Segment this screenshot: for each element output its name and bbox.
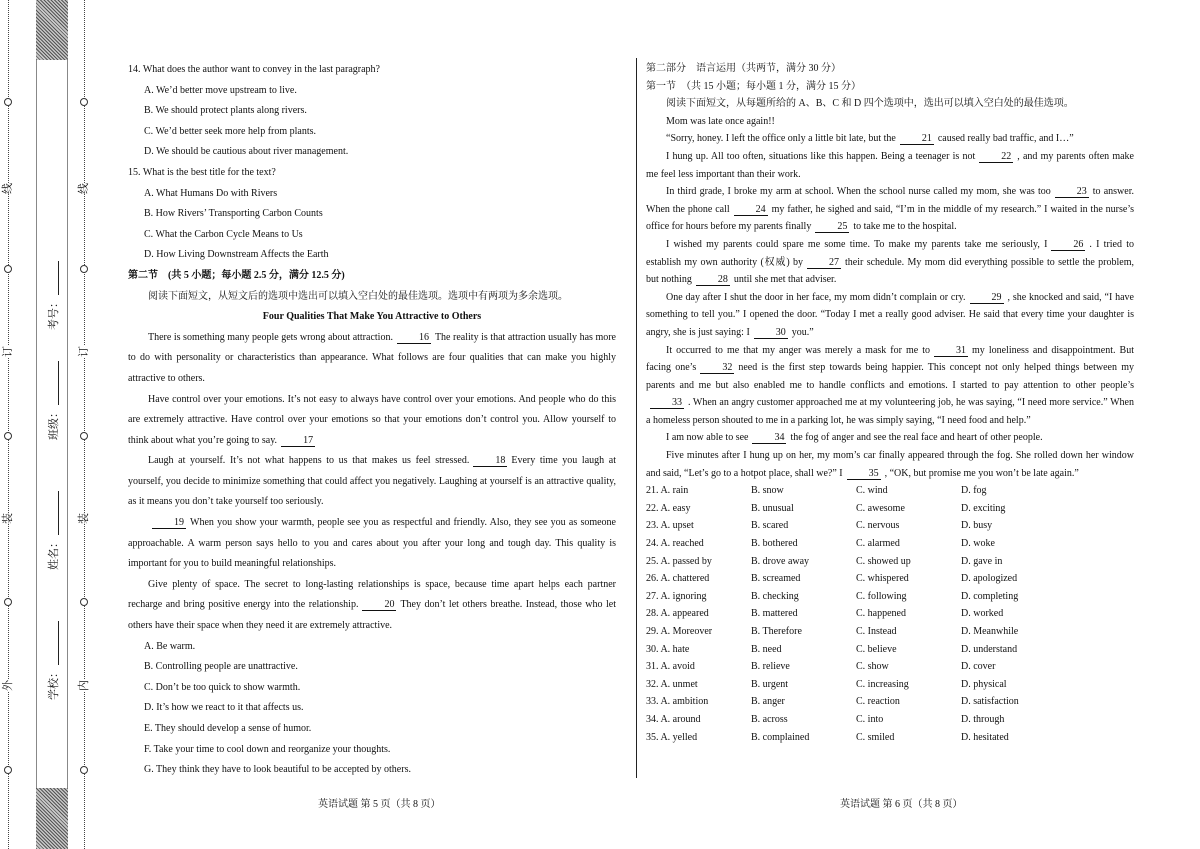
q24-option-d[interactable]: D. woke xyxy=(961,538,995,550)
q29-option-a[interactable]: 29. A. Moreover xyxy=(646,626,713,637)
choice-a[interactable]: A. Be warm. xyxy=(144,640,196,652)
q28-option-c[interactable]: C. happened xyxy=(856,608,906,620)
blank-16[interactable]: 16 xyxy=(397,332,431,344)
school-label: 学校： xyxy=(48,667,60,700)
q27-option-a[interactable]: 27. A. ignoring xyxy=(646,590,707,602)
column-divider xyxy=(636,58,637,778)
cloze-paragraph-3: In third grade, I broke my arm at school. When the school nurse called my mom, she was too 23 to answer. When the phone call 24 my father, he sighed and said, “I’m in the middle of my research.” I waited in the nurse’s office for hours before my parents finally 25 to take me to the hospital. xyxy=(646,186,1134,233)
q23-option-d[interactable]: D. busy xyxy=(961,520,993,532)
options-row-21 xyxy=(646,482,1134,500)
inner-mark-ding: 订 xyxy=(78,346,90,357)
q33-option-a[interactable]: 33. A. ambition xyxy=(646,696,709,708)
choice-e[interactable]: E. They should develop a sense of humor. xyxy=(144,723,312,734)
options-row-29 xyxy=(646,623,1134,641)
outer-mark-xian: 线 xyxy=(2,183,14,194)
passage-title: Four Qualities That Make You Attractive to Others xyxy=(262,311,482,323)
choice-b[interactable]: B. Controlling people are unattractive. xyxy=(144,661,298,673)
outer-mark-wai: 外 xyxy=(2,680,14,691)
inner-mark-nei: 内 xyxy=(78,680,90,691)
q32-option-a[interactable]: 32. A. unmet xyxy=(646,678,698,690)
q25-option-c[interactable]: C. showed up xyxy=(856,555,911,567)
choice-g[interactable]: G. They think they have to look beautiful to be accepted by others. xyxy=(144,764,411,776)
q14-option-c[interactable]: C. We’d better seek more help from plants. xyxy=(144,125,317,137)
inner-mark-zhuang: 装 xyxy=(78,513,90,524)
q30-option-c[interactable]: C. believe xyxy=(856,643,897,655)
choice-c[interactable]: C. Don’t be too quick to show warmth. xyxy=(144,681,301,693)
passage-paragraph-1: There is something many people gets wrong about attraction. 16 The reality is that attraction usually has more to do with personality or characteristics than appearance. What follows are four qualities that can make you highly attractive to others. xyxy=(128,331,616,384)
options-row-33 xyxy=(646,693,1134,711)
passage-paragraph-2: Have control over your emotions. It’s not easy to always have control over your emotions. And people who do this are extremely attractive. Have control over your emotions so that your emotions don’t control you. Allow yourself to think about what you’re going to say. 17 xyxy=(128,393,616,446)
q23-option-c[interactable]: C. nervous xyxy=(856,520,900,532)
cloze-paragraph-1: “Sorry, honey. I left the office only a little bit late, but the 21 caused really bad traffic, and I…” xyxy=(666,133,1074,145)
q32-option-b[interactable]: B. urgent xyxy=(751,678,789,690)
question-15-stem: 15. What is the best title for the text? xyxy=(128,166,276,178)
q29-option-d[interactable]: D. Meanwhile xyxy=(961,626,1019,637)
passage-paragraph-3: Laugh at yourself. It’s not what happens to us that makes us feel stressed. 18 Every time you laugh at yourself, you decide to minimize something that could affect you negatively. Laughing at yourself is an attractive quality, as it means you don’t take yourself too seriously. xyxy=(128,455,616,508)
q22-option-c[interactable]: C. awesome xyxy=(856,502,905,514)
q25-option-a[interactable]: 25. A. passed by xyxy=(646,555,712,567)
punch-hole-circle xyxy=(80,432,88,440)
cloze-paragraph-2: I hung up. All too often, situations like this happen. Being a teenager is not 22 , and my parents often make me feel less important than their work. xyxy=(646,150,1134,180)
binding-margin xyxy=(0,0,100,849)
q15-option-b[interactable]: B. How Rivers’ Transporting Carbon Counts xyxy=(144,208,323,220)
blank-26[interactable]: 26 xyxy=(1051,239,1085,251)
q15-option-d[interactable]: D. How Living Downstream Affects the Earth xyxy=(144,249,329,261)
cloze-paragraph-7: I am now able to see 34 the fog of anger and see the real face and heart of other people. xyxy=(666,432,1043,444)
q35-option-c[interactable]: C. smiled xyxy=(856,731,895,743)
q27-option-c[interactable]: C. following xyxy=(856,590,907,602)
punch-hole-circle xyxy=(4,265,12,273)
inner-mark-xian: 线 xyxy=(78,183,90,194)
q22-option-d[interactable]: D. exciting xyxy=(961,502,1006,514)
q22-option-a[interactable]: 22. A. easy xyxy=(646,502,691,514)
q28-option-b[interactable]: B. mattered xyxy=(751,608,798,620)
q21-option-d[interactable]: D. fog xyxy=(961,485,987,497)
q34-option-b[interactable]: B. across xyxy=(751,713,788,725)
punch-hole-circle xyxy=(80,265,88,273)
blank-24[interactable]: 24 xyxy=(734,204,768,216)
inner-cut-line xyxy=(84,0,85,849)
section-2-heading: 第二节 (共 5 小题；每小题 2.5 分，满分 12.5 分) xyxy=(128,269,345,281)
blank-18[interactable]: 18 xyxy=(473,455,507,467)
blank-19[interactable]: 19 xyxy=(152,517,186,529)
outer-mark-ding: 订 xyxy=(2,346,14,357)
options-row-30 xyxy=(646,641,1134,659)
q29-option-c[interactable]: C. Instead xyxy=(856,626,897,637)
choice-f[interactable]: F. Take your time to cool down and reorganize your thoughts. xyxy=(144,743,391,755)
punch-hole-circle xyxy=(80,766,88,774)
q32-option-d[interactable]: D. physical xyxy=(961,678,1007,690)
q30-option-b[interactable]: B. need xyxy=(751,643,782,655)
options-row-32 xyxy=(646,676,1134,694)
q24-option-b[interactable]: B. bothered xyxy=(751,538,798,550)
q31-option-c[interactable]: C. show xyxy=(856,661,889,673)
cloze-paragraph-6: It occurred to me that my anger was merely a mask for me to 31 my loneliness and disappointment. But facing one’s 32 need is the first step towards being happier. This concept not only helped things between my parents and me but also enabled me to handle conflicts and emotions. I started to pay attention to other people’s33 . When an angry customer approached me at my volunteering job, he was saying, “I need more service.” When a homeless person shouted to me in a parking lot, he was simply saying, “I need food and help.” xyxy=(646,344,1134,426)
cloze-options-table xyxy=(646,482,1134,746)
hatch-top xyxy=(36,0,68,60)
options-row-22 xyxy=(646,500,1134,518)
blank-23[interactable]: 23 xyxy=(1055,186,1089,198)
blank-31[interactable]: 31 xyxy=(934,345,968,357)
options-row-26 xyxy=(646,570,1134,588)
section-1-instruction: 阅读下面短文，从每题所给的 A、B、C 和 D 四个选项中，选出可以填入空白处的最佳选项。 xyxy=(666,98,1074,110)
q23-option-a[interactable]: 23. A. upset xyxy=(646,520,694,532)
q34-option-d[interactable]: D. through xyxy=(961,713,1005,725)
q27-option-b[interactable]: B. checking xyxy=(751,590,799,602)
outer-cut-line xyxy=(8,0,9,849)
blank-17[interactable]: 17 xyxy=(281,435,315,447)
options-row-35 xyxy=(646,729,1134,747)
q28-option-a[interactable]: 28. A. appeared xyxy=(646,608,709,620)
q30-option-a[interactable]: 30. A. hate xyxy=(646,643,690,655)
options-row-23 xyxy=(646,517,1134,535)
blank-29[interactable]: 29 xyxy=(970,292,1004,304)
class-label: 班级： xyxy=(48,407,60,440)
q24-option-c[interactable]: C. alarmed xyxy=(856,538,900,550)
q21-option-a[interactable]: 21. A. rain xyxy=(646,485,689,497)
q35-option-b[interactable]: B. complained xyxy=(751,731,810,743)
blank-25[interactable]: 25 xyxy=(815,221,849,233)
q14-option-d[interactable]: D. We should be cautious about river management. xyxy=(144,146,349,158)
q14-option-b[interactable]: B. We should protect plants along rivers. xyxy=(144,105,307,117)
q23-option-b[interactable]: B. scared xyxy=(751,520,789,532)
q25-option-d[interactable]: D. gave in xyxy=(961,555,1003,567)
q31-option-d[interactable]: D. cover xyxy=(961,661,996,673)
cloze-title-line: Mom was late once again!! xyxy=(666,115,775,127)
q33-option-b[interactable]: B. anger xyxy=(751,696,785,708)
punch-hole-circle xyxy=(4,432,12,440)
q33-option-c[interactable]: C. reaction xyxy=(856,696,900,708)
punch-hole-circle xyxy=(80,98,88,106)
question-14-stem: 14. What does the author want to convey in the last paragraph? xyxy=(128,64,380,75)
q26-option-d[interactable]: D. apologized xyxy=(961,573,1018,585)
q34-option-c[interactable]: C. into xyxy=(856,713,884,725)
q33-option-d[interactable]: D. satisfaction xyxy=(961,696,1019,708)
name-label: 姓名： xyxy=(48,537,60,570)
options-row-24 xyxy=(646,535,1134,553)
blank-33[interactable]: 33 xyxy=(650,397,684,409)
options-row-31 xyxy=(646,658,1134,676)
q15-option-a[interactable]: A. What Humans Do with Rivers xyxy=(144,187,278,199)
blank-27[interactable]: 27 xyxy=(807,257,841,269)
cloze-paragraph-8: Five minutes after I hung up on her, my mom’s car finally appeared through the fog. She rolled down her window and said, “Let’s go to a hotpot place, shall we?” I 35 , “OK, but promise me you won’t be late again.” xyxy=(646,450,1134,479)
page-6-column xyxy=(646,60,1134,746)
punch-hole-circle xyxy=(80,598,88,606)
punch-hole-circle xyxy=(4,98,12,106)
q27-option-d[interactable]: D. completing xyxy=(961,590,1019,602)
q26-option-c[interactable]: C. whispered xyxy=(856,573,909,585)
q15-option-c[interactable]: C. What the Carbon Cycle Means to Us xyxy=(144,228,303,240)
q28-option-d[interactable]: D. worked xyxy=(961,608,1004,620)
blank-22[interactable]: 22 xyxy=(979,151,1013,163)
page-5-column xyxy=(128,60,616,781)
q21-option-c[interactable]: C. wind xyxy=(856,485,888,497)
cloze-paragraph-5: One day after I shut the door in her face, my mom didn’t complain or cry. 29 , she knocked and said, “I have something to tell you.” I opened the door. “Today I met a really good adviser. He said that every time your daughter is angry, she is just saying: I 30 you.” xyxy=(646,291,1134,338)
blank-21[interactable]: 21 xyxy=(900,133,934,145)
blank-28[interactable]: 28 xyxy=(696,274,730,286)
q35-option-d[interactable]: D. hesitated xyxy=(961,731,1009,743)
outer-mark-zhuang: 装 xyxy=(2,513,14,524)
passage-paragraph-5: Give plenty of space. The secret to long-lasting relationships is space, because time apart helps each partner recharge and bring positive energy into the relationship. 20 They don’t let others breathe. Instead, those who let others have their space when they need it are extremely attractive. xyxy=(128,578,616,632)
blank-34[interactable]: 34 xyxy=(752,432,786,444)
blank-20[interactable]: 20 xyxy=(362,599,396,611)
name-field[interactable] xyxy=(45,491,61,570)
q21-option-b[interactable]: B. snow xyxy=(751,485,784,497)
class-field[interactable] xyxy=(45,361,61,440)
q25-option-b[interactable]: B. drove away xyxy=(751,555,810,567)
section-1-heading: 第一节 （共 15 小题；每小题 1 分，满分 15 分） xyxy=(646,80,861,92)
punch-hole-circle xyxy=(4,598,12,606)
q29-option-b[interactable]: B. Therefore xyxy=(751,626,802,637)
choice-d[interactable]: D. It’s how we react to it that affects us. xyxy=(144,702,304,714)
page-6-footer: 英语试题 第 6 页（共 8 页） xyxy=(840,799,963,810)
blank-32[interactable]: 32 xyxy=(700,362,734,374)
blank-30[interactable]: 30 xyxy=(754,327,788,339)
cloze-paragraph-4: I wished my parents could spare me some time. To make my parents take me seriously, I 26 . I tried to establish my own authority (权威) by 27 their schedule. My mom did everything possible to settle the problem, but nothing 28 until she met that adviser. xyxy=(646,238,1134,286)
options-row-28 xyxy=(646,605,1134,623)
q26-option-a[interactable]: 26. A. chattered xyxy=(646,573,710,585)
q30-option-d[interactable]: D. understand xyxy=(961,643,1018,655)
options-row-34 xyxy=(646,711,1134,729)
punch-hole-circle xyxy=(4,766,12,774)
options-row-25 xyxy=(646,553,1134,571)
q31-option-a[interactable]: 31. A. avoid xyxy=(646,661,695,673)
q22-option-b[interactable]: B. unusual xyxy=(751,502,794,514)
school-field[interactable] xyxy=(45,621,61,700)
q14-option-a[interactable]: A. We’d better move upstream to live. xyxy=(144,84,297,96)
q35-option-a[interactable]: 35. A. yelled xyxy=(646,731,698,743)
q34-option-a[interactable]: 34. A. around xyxy=(646,713,701,725)
q26-option-b[interactable]: B. screamed xyxy=(751,573,801,585)
exam-number-label: 考号： xyxy=(48,297,60,330)
section-2-instruction: 阅读下面短文，从短文后的选项中选出可以填入空白处的最佳选项。选项中有两项为多余选项。 xyxy=(148,290,568,302)
options-row-27 xyxy=(646,588,1134,606)
hatch-bottom xyxy=(36,788,68,849)
q32-option-c[interactable]: C. increasing xyxy=(856,678,909,690)
passage-paragraph-4: 19 When you show your warmth, people see you as respectful and friendly. Also, they see you as someone approachable. A warm person says hello to you and cares about you after your long and tough day. This quality is important for you to build meaningful relationships. xyxy=(128,517,616,570)
exam-number-field[interactable] xyxy=(45,261,61,330)
q31-option-b[interactable]: B. relieve xyxy=(751,661,790,673)
page-5-footer: 英语试题 第 5 页（共 8 页） xyxy=(318,799,441,810)
q24-option-a[interactable]: 24. A. reached xyxy=(646,538,704,550)
blank-35[interactable]: 35 xyxy=(847,468,881,480)
part-2-heading: 第二部分 语言运用（共两节，满分 30 分） xyxy=(646,63,841,74)
